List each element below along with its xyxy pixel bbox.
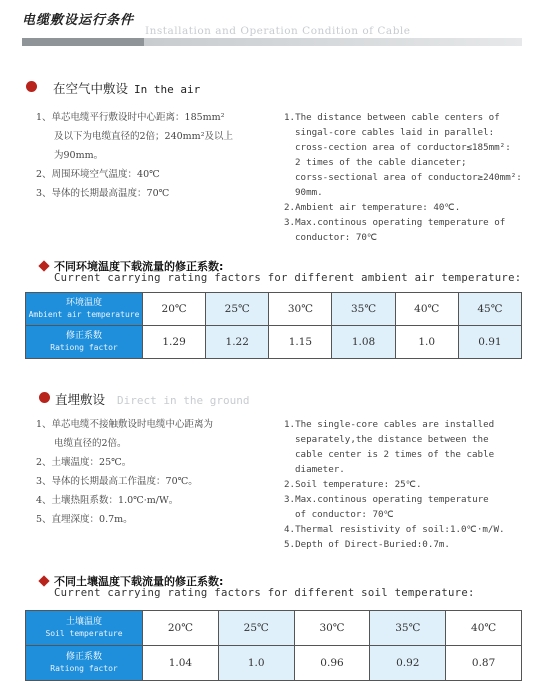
ground-conditions-en xyxy=(284,417,505,552)
table-cell: 1.0 xyxy=(395,326,458,359)
section-bullet-icon xyxy=(39,392,50,403)
row-header-en: Rationg factor xyxy=(50,343,118,352)
table-cell: 40℃ xyxy=(395,293,458,326)
section-title-ground-zh: 直埋敷设 xyxy=(55,392,106,407)
list-item: singal-core cables laid in parallel: xyxy=(295,127,495,138)
row-header-en: Rationg factor xyxy=(50,664,118,673)
ground-table-title-zh: 不同土壤温度下载流量的修正系数: xyxy=(54,575,224,588)
ground-rating-table xyxy=(25,610,522,681)
list-item: 2、周围环境空气温度：40℃ xyxy=(36,169,160,180)
air-rating-table xyxy=(25,292,522,359)
list-item: 2、土壤温度：25℃。 xyxy=(36,457,132,468)
row-header-en: Soil temperature xyxy=(45,629,123,638)
table-row xyxy=(26,611,522,646)
list-item: 4.Thermal resistivity of soil:1.0℃·m/W. xyxy=(284,524,505,535)
table-cell: 35℃ xyxy=(332,293,395,326)
air-conditions-en xyxy=(284,110,522,245)
diamond-bullet-icon xyxy=(38,575,49,586)
list-item: of conductor: 70℃ xyxy=(295,509,394,520)
air-table-title-en: Current carrying rating factors for different ambient air temperature: xyxy=(54,272,522,284)
row-header-factor xyxy=(26,326,143,359)
list-item: 1.The distance between cable centers of xyxy=(284,112,500,123)
list-item: 5.Depth of Direct-Buried:0.7m. xyxy=(284,539,450,550)
row-header-zh: 修正系数 xyxy=(65,652,102,662)
air-conditions-zh xyxy=(36,108,233,203)
page-title: 电缆敷设运行条件 xyxy=(22,13,135,28)
row-header-en: Ambient air temperature xyxy=(28,310,140,319)
list-item: 3.Max.continous operating temperature xyxy=(284,494,489,505)
row-header-zh: 修正系数 xyxy=(65,331,102,341)
list-item: 及以下为电缆直径的2倍；240mm²及以上 xyxy=(54,131,234,142)
table-cell: 1.08 xyxy=(332,326,395,359)
section-title-air xyxy=(53,79,200,97)
list-item: 3、导体的长期最高工作温度：70℃。 xyxy=(36,476,198,487)
list-item: 1、单芯电缆不接触敷设时电缆中心距离为 xyxy=(36,419,214,430)
row-header-zh: 土壤温度 xyxy=(65,617,102,627)
section-title-air-zh: 在空气中敷设 xyxy=(53,81,129,96)
table-cell: 25℃ xyxy=(218,611,294,646)
row-header-temperature xyxy=(26,611,143,646)
table-cell: 30℃ xyxy=(294,611,370,646)
list-item: 5、直埋深度：0.7m。 xyxy=(36,514,133,525)
table-cell: 1.15 xyxy=(269,326,332,359)
list-item: diameter. xyxy=(295,464,345,475)
table-cell: 40℃ xyxy=(446,611,522,646)
list-item: 90mm. xyxy=(295,187,323,198)
diamond-bullet-icon xyxy=(38,260,49,271)
table-cell: 30℃ xyxy=(269,293,332,326)
list-item: 2.Ambient air temperature: 40℃. xyxy=(284,202,461,213)
list-item: cross-cection area of corductor≤185mm²: xyxy=(295,142,511,153)
table-cell: 45℃ xyxy=(458,293,521,326)
list-item: conductor: 70℃ xyxy=(295,232,378,243)
section-title-air-en: In the air xyxy=(134,83,201,96)
table-cell: 1.0 xyxy=(218,646,294,681)
table-cell: 1.22 xyxy=(206,326,269,359)
table-cell: 0.96 xyxy=(294,646,370,681)
table-cell: 0.92 xyxy=(370,646,446,681)
section-title-ground-en: Direct in the ground xyxy=(117,394,250,407)
list-item: separately,the distance between the xyxy=(295,434,489,445)
section-title-ground xyxy=(55,390,249,408)
list-item: 为90mm。 xyxy=(54,150,104,161)
list-item: corss-sectional area of conductor≥240mm²: xyxy=(295,172,522,183)
page-subtitle: Installation and Operation Condition of Cable xyxy=(145,25,411,37)
table-cell: 1.04 xyxy=(143,646,219,681)
list-item: 3.Max.continous operating temperature of xyxy=(284,217,506,228)
list-item: 2.Soil temperature: 25℃. xyxy=(284,479,422,490)
table-row xyxy=(26,293,522,326)
row-header-factor xyxy=(26,646,143,681)
air-table-title-zh: 不同环境温度下载流量的修正系数: xyxy=(54,260,224,273)
list-item: 电缆直径的2倍。 xyxy=(54,438,127,449)
table-row xyxy=(26,326,522,359)
table-cell: 1.29 xyxy=(143,326,206,359)
list-item: 1、单芯电缆平行敷设时中心距离：185mm² xyxy=(36,112,225,123)
table-cell: 35℃ xyxy=(370,611,446,646)
table-cell: 20℃ xyxy=(143,611,219,646)
list-item: 3、导体的长期最高温度：70℃ xyxy=(36,188,170,199)
table-row xyxy=(26,646,522,681)
row-header-temperature xyxy=(26,293,143,326)
table-cell: 25℃ xyxy=(206,293,269,326)
list-item: cable center is 2 times of the cable xyxy=(295,449,495,460)
table-cell: 20℃ xyxy=(143,293,206,326)
section-bullet-icon xyxy=(26,81,37,92)
ground-table-title-en: Current carrying rating factors for different soil temperature: xyxy=(54,587,475,599)
header-bar-accent xyxy=(22,38,144,46)
table-cell: 0.87 xyxy=(446,646,522,681)
ground-conditions-zh xyxy=(36,415,213,529)
list-item: 1.The single-core cables are installed xyxy=(284,419,495,430)
list-item: 2 times of the cable dianceter; xyxy=(295,157,467,168)
list-item: 4、土壤热阻系数：1.0℃·m/W。 xyxy=(36,495,179,506)
row-header-zh: 环境温度 xyxy=(65,298,102,308)
table-cell: 0.91 xyxy=(458,326,521,359)
